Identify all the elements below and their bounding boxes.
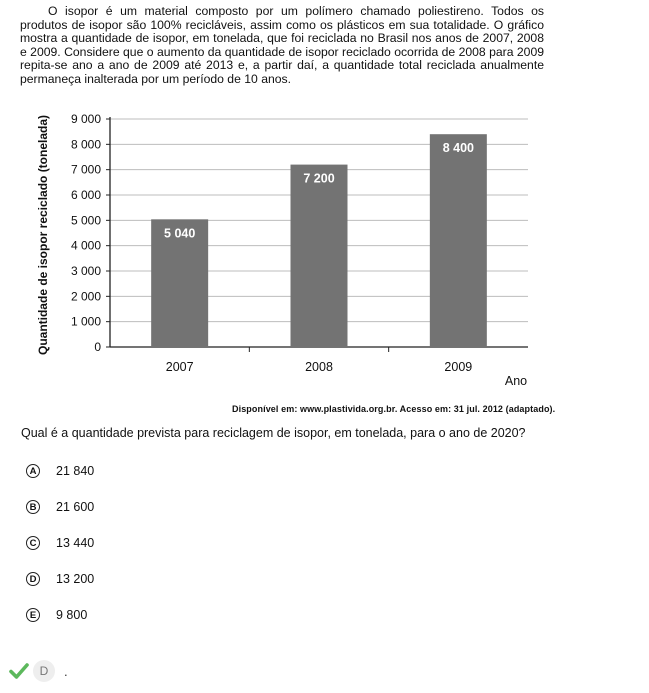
bar-value-label: 5 040 — [164, 226, 196, 241]
option-b[interactable] — [26, 499, 94, 535]
option-d[interactable] — [26, 571, 94, 607]
question-text: Qual é a quantidade prevista para reciclagem de isopor, em tonelada, para o ano de 2020? — [21, 426, 526, 440]
y-tick-label: 8 000 — [70, 137, 101, 152]
bar-chart — [30, 105, 550, 395]
correct-answer-badge: D — [33, 660, 55, 682]
option-e[interactable] — [26, 607, 94, 643]
x-tick-label: 2007 — [165, 360, 194, 374]
check-icon — [9, 661, 29, 681]
answer-feedback — [9, 660, 68, 682]
option-text-d: 13 200 — [56, 572, 95, 586]
option-letter-e: E — [26, 608, 40, 622]
x-tick-label: 2008 — [305, 360, 333, 374]
option-text-e: 9 800 — [56, 608, 88, 622]
y-tick-label: 9 000 — [70, 112, 101, 126]
option-text-b: 21 600 — [56, 500, 95, 514]
y-tick-label: 1 000 — [70, 314, 101, 329]
y-tick-label: 3 000 — [70, 264, 101, 278]
bar — [291, 165, 348, 347]
y-tick-label: 2 000 — [70, 289, 101, 304]
y-tick-label: 5 000 — [70, 213, 101, 228]
y-axis-label: Quantidade de isopor reciclado (tonelada) — [36, 114, 50, 356]
answer-suffix: . — [64, 663, 68, 679]
option-c[interactable] — [26, 535, 94, 571]
y-tick-label: 4 000 — [70, 238, 101, 253]
bar-value-label: 7 200 — [303, 171, 335, 186]
bar-value-label: 8 400 — [442, 141, 474, 156]
option-text-a: 21 840 — [56, 464, 95, 478]
intro-text: O isopor é um material composto por um polímero chamado poliestireno. Todos os produtos de isopor são 100% recicláveis, assim como os plásticos em sua totalidade. O gráfico mostra a quantidade de isopor, em tonelada, que foi reciclada no Brasil nos anos de 2007, 2008 e 2009. Considere que o aumento da quantidade de isopor reciclado ocorrida de 2008 para 2009 repita-se ano a ano de 2009 até 2013 e, a partir daí, a quantidade total reciclada anualmente permaneça inalterada por um período de 10 anos. — [20, 4, 544, 86]
option-letter-b: B — [26, 500, 40, 514]
bar — [430, 134, 487, 347]
option-text-c: 13 440 — [56, 536, 95, 550]
option-a[interactable] — [26, 463, 94, 499]
option-letter-a: A — [26, 464, 40, 478]
y-tick-label: 7 000 — [70, 162, 101, 177]
x-tick-label: 2009 — [444, 360, 473, 374]
source-citation: Disponível em: www.plastivida.org.br. Acesso em: 31 jul. 2012 (adaptado). — [232, 404, 556, 414]
option-letter-d: D — [26, 572, 40, 586]
option-letter-c: C — [26, 536, 40, 550]
y-tick-label: 0 — [94, 340, 101, 354]
answer-options — [26, 463, 94, 643]
x-axis-label: Ano — [504, 374, 528, 388]
y-tick-label: 6 000 — [70, 188, 101, 202]
